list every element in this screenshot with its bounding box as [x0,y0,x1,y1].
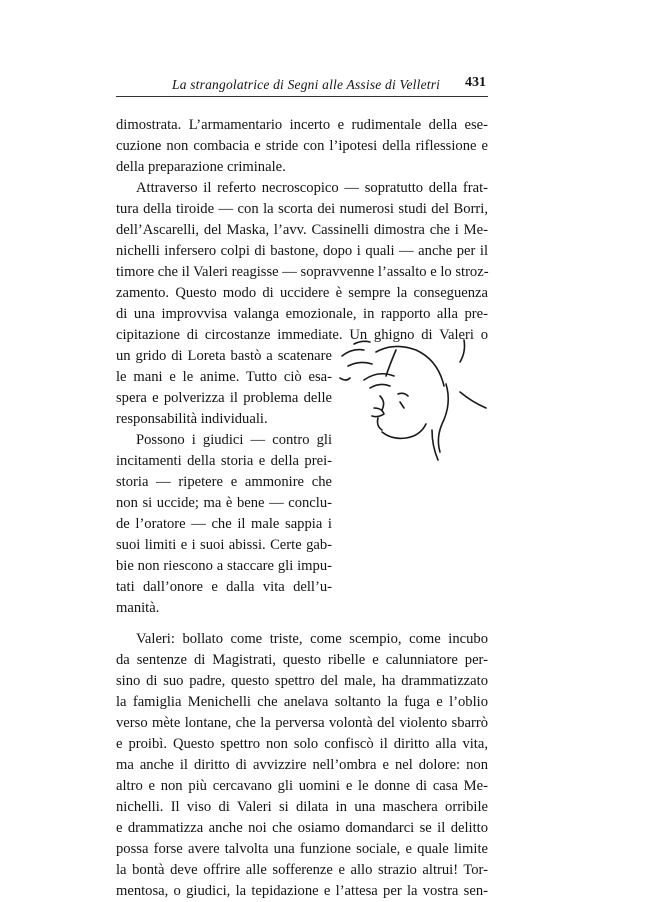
running-title: La strangolatrice di Segni alle Assise di Velletri [172,77,441,92]
text-line-3: della preparazione criminale. [116,159,286,175]
text-line-35: possa forse avere talvolta una funzione sociale, e quale limite [116,841,488,857]
text-line-15: responsabilità individuali. [116,411,268,427]
text-line-36: la bontà deve offrire alle sofferenze e allo strazio altrui! Tor- [116,862,488,878]
text-line-24: manità. [116,600,160,616]
text-line-33: nichelli. Il viso di Valeri si dilata in una maschera orribile [116,799,488,815]
text-line-18: storia — ripetere e ammonire che [116,474,332,490]
text-line-27: sino di suo padre, questo spettro del male, ha drammatizzato [116,673,488,689]
text-line-25: Valeri: bollato come triste, come scempio, come incubo [136,631,488,647]
text-line-20: de l’oratore — che il male sappia i [116,516,332,532]
text-line-22: bie non riescono a staccare gli impu- [116,558,332,574]
text-line-16: Possono i giudici — contro gli [136,432,332,448]
text-line-13: le mani e le anime. Tutto ciò esa- [116,369,332,385]
text-line-10: di una improvvisa valanga emozionale, in rapporto alla pre- [116,306,488,322]
page-number: 431 [465,75,486,90]
text-line-29: verso mète lontane, che la perversa volontà del violento sbarrò [116,715,488,731]
text-line-2: cuzione non combacia e stride con l’ipotesi della riflessione e [116,138,488,154]
text-line-31: ma anche il diritto di avvizzire nell’ombra e nel dolore: non [116,757,488,773]
text-line-34: e drammatizza anche noi che osiamo domandarci se il delitto [116,820,488,836]
text-line-6: dell’Ascarelli, del Maska, l’avv. Cassinelli dimostra che i Me- [116,222,488,238]
text-line-5: tura della tiroide — con la scorta dei numerosi studi del Borri, [116,201,488,217]
text-line-26: da sentenze di Magistrati, questo ribelle e calunniatore per- [116,652,488,668]
text-line-14: spera e polverizza il problema delle [116,390,332,406]
text-line-28: la famiglia Menichelli che anelava soltanto la fuga e l’oblio [116,694,488,710]
text-line-30: e proibì. Questo spettro non solo confiscò il diritto alla vita, [116,736,488,752]
text-line-12: un grido di Loreta bastò a scatenare [116,348,332,364]
running-header [116,74,488,97]
text-line-21: suoi limiti e i suoi abissi. Certe gab- [116,537,332,553]
text-line-9: zamento. Questo modo di uccidere è sempre la conseguenza [116,285,488,301]
text-line-17: incitamenti della storia e della prei- [116,453,332,469]
text-line-1: dimostrata. L’armamentario incerto e rudimentale della ese- [116,117,488,133]
text-line-37: mentosa, o giudici, la tepidazione e l’attesa per la vostra sen- [116,883,488,899]
text-line-19: non si uccide; ma è bene — conclu- [116,495,332,511]
text-line-32: altro e non più cercavano gli uomini e le donne di casa Me- [116,778,488,794]
portrait-sketch [336,322,496,472]
text-line-23: tati dall’onore e dalla vita dell’u- [116,579,332,595]
text-line-8: timore che il Valeri reagisse — sopravvenne l’assalto e lo stroz- [116,264,489,280]
text-line-7: nichelli infersero colpi di bastone, dopo i quali — anche per il [116,243,488,259]
text-line-11: cipitazione di circostanze immediate. Un ghigno di Valeri o [116,327,488,343]
text-line-4: Attraverso il referto necroscopico — sopratutto della frat- [136,180,488,196]
